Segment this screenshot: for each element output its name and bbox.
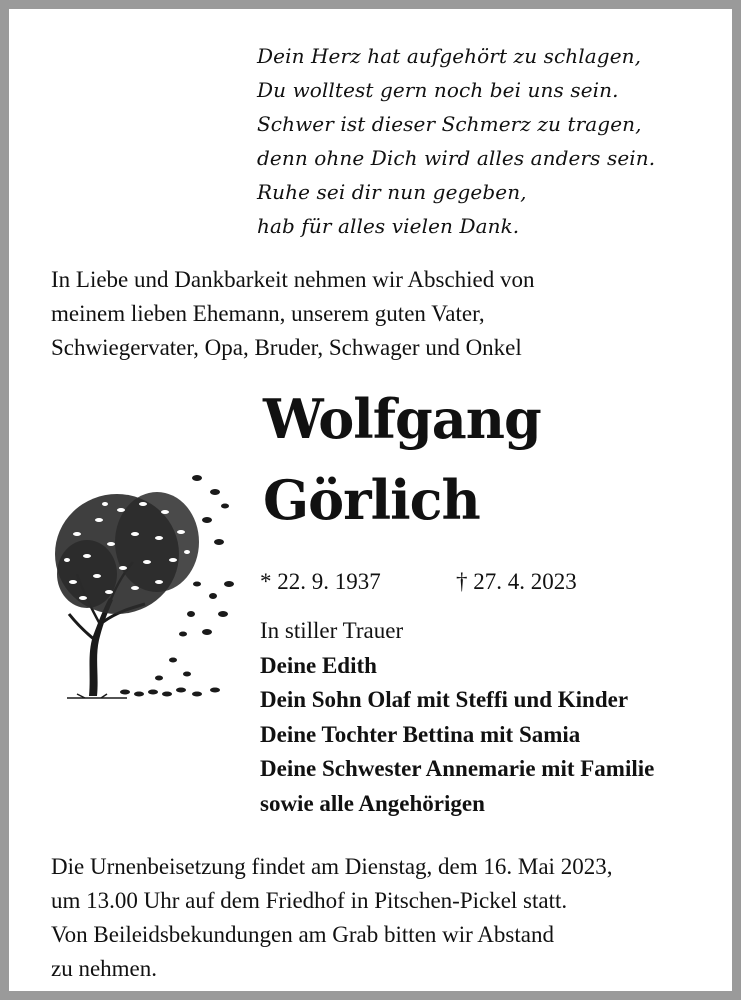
poem-line: Schwer ist dieser Schmerz zu tragen,: [257, 112, 642, 136]
windblown-tree-icon: [47, 464, 237, 714]
mourner-name: Deine Schwester Annemarie mit Familie: [260, 756, 655, 781]
poem-line: Ruhe sei dir nun gegeben,: [257, 180, 527, 204]
funeral-line: Von Beileidsbekundungen am Grab bitten wir Abstand: [51, 922, 554, 947]
funeral-notice: [51, 850, 731, 986]
poem-line: hab für alles vielen Dank.: [257, 214, 520, 238]
mourners-list: [260, 614, 730, 821]
last-name: Görlich: [263, 468, 480, 532]
birth-date: * 22. 9. 1937: [260, 569, 381, 594]
deceased-name: [263, 379, 723, 541]
funeral-line: um 13.00 Uhr auf dem Friedhof in Pitschen-Pickel statt.: [51, 888, 568, 913]
mourner-name: Deine Edith: [260, 652, 377, 678]
intro-line: In Liebe und Dankbarkeit nehmen wir Abschied von: [51, 267, 535, 292]
funeral-line: zu nehmen.: [51, 956, 158, 981]
mourning-heading: In stiller Trauer: [260, 618, 404, 643]
intro-line: Schwiegervater, Opa, Bruder, Schwager und Onkel: [51, 335, 522, 360]
funeral-line: Die Urnenbeisetzung findet am Dienstag, dem 16. Mai 2023,: [51, 854, 613, 879]
poem-line: denn ohne Dich wird alles anders sein.: [257, 146, 656, 170]
farewell-intro: [51, 263, 721, 365]
life-dates: [260, 565, 720, 599]
mourner-name: sowie alle Angehörigen: [260, 790, 485, 816]
poem-line: Du wolltest gern noch bei uns sein.: [257, 78, 619, 102]
mourner-name: Dein Sohn Olaf mit Steffi und Kinder: [260, 687, 629, 712]
memorial-poem: [257, 39, 727, 243]
death-date: † 27. 4. 2023: [456, 569, 577, 594]
first-name: Wolfgang: [263, 387, 541, 451]
poem-line: Dein Herz hat aufgehört zu schlagen,: [257, 44, 642, 68]
mourner-name: Deine Tochter Bettina mit Samia: [260, 721, 581, 747]
intro-line: meinem lieben Ehemann, unserem guten Vater,: [51, 301, 485, 326]
